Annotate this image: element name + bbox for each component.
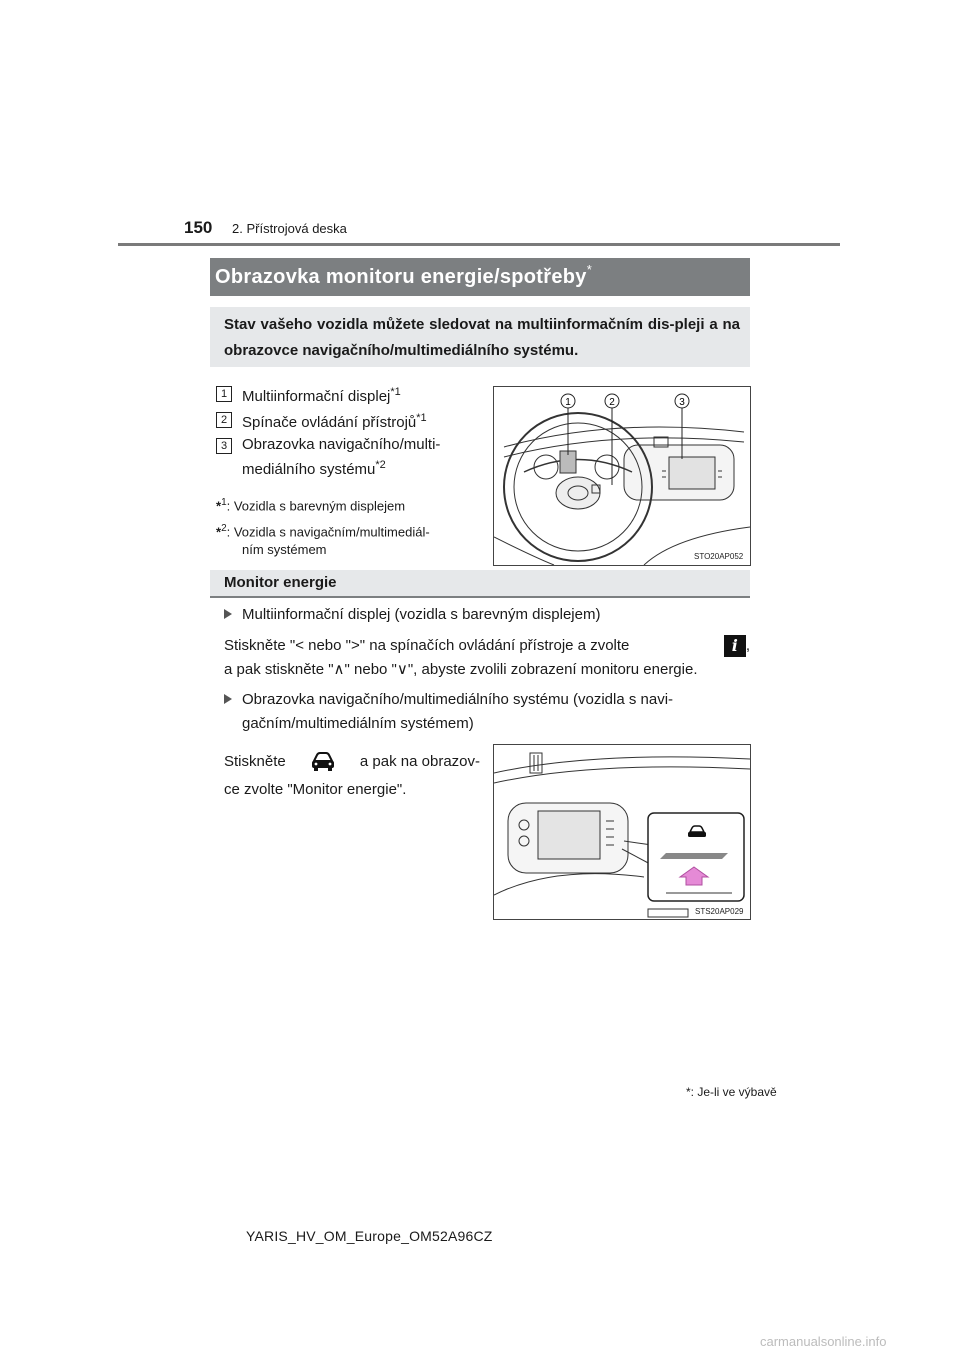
footnote-1-sup: 1 — [221, 497, 227, 508]
intro-text: Stav vašeho vozidla můžete sledovat na multiinformačním dis-pleji a na obrazovce navigačního/multimediálního systému. — [224, 316, 740, 359]
footnote-2-mark: * — [216, 524, 222, 540]
paragraph-1-line1: Stiskněte "< nebo ">" na spínačích ovládání přístroje a zvolte — [224, 637, 630, 654]
bullet-2 — [224, 688, 750, 736]
chapter-title: 2. Přístrojová deska — [232, 221, 347, 236]
figure-2-code: STS20AP029 — [695, 907, 744, 916]
page-number: 150 — [184, 218, 213, 237]
multimedia-figure — [493, 744, 751, 920]
callout-2: 2 — [609, 397, 615, 408]
dashboard-figure — [493, 386, 751, 566]
footnote-2-line1: : Vozidla s navigačním/multimediál- — [226, 524, 430, 540]
paragraph-1 — [224, 634, 750, 682]
multimedia-illustration — [494, 745, 750, 919]
item-3-line1: Obrazovka navigačního/multi- — [242, 436, 441, 453]
footnote-1 — [216, 494, 405, 515]
car-icon — [310, 751, 336, 773]
item-number-3: 3 — [216, 438, 232, 454]
item-2 — [242, 408, 427, 433]
item-1-sup: *1 — [390, 386, 401, 398]
bullet-1-text: Multiinformační displej (vozidla s barevným displejem) — [242, 606, 601, 623]
item-1 — [242, 382, 401, 407]
availability-note: *: Je-li ve výbavě — [686, 1085, 777, 1099]
paragraph-1-comma: , — [745, 637, 750, 654]
footnote-2 — [216, 520, 476, 559]
paragraph-2-part2: a pak na obrazov- — [359, 753, 480, 770]
footnote-1-text: : Vozidla s barevným displejem — [226, 498, 406, 514]
item-1-text: Multiinformační displej — [242, 388, 391, 405]
watermark: carmanualsonline.info — [760, 1334, 887, 1349]
footnote-2-sup: 2 — [221, 523, 227, 534]
section-title-text: Obrazovka monitoru energie/spotřeby — [215, 266, 587, 288]
section-title — [215, 262, 593, 289]
item-number-1: 1 — [216, 386, 232, 402]
dashboard-illustration — [494, 387, 750, 565]
bullet-2-line1: Obrazovka navigačního/multimediálního systému (vozidla s navi- — [242, 691, 674, 708]
bullet-2-line2: gačním/multimediálním systémem) — [242, 715, 474, 732]
item-3-line2: mediálního systému — [242, 461, 376, 478]
bullet-triangle-icon — [224, 694, 232, 704]
item-number-2: 2 — [216, 412, 232, 428]
paragraph-2-part1: Stiskněte — [224, 753, 286, 770]
paragraph-1-line2: a pak stiskněte "∧" nebo "∨", abyste zvolili zobrazení monitoru energie. — [224, 661, 698, 678]
paragraph-2 — [224, 748, 480, 804]
footer-document-code: YARIS_HV_OM_Europe_OM52A96CZ — [246, 1228, 493, 1244]
title-asterisk: * — [586, 262, 593, 277]
footnote-1-mark: * — [216, 498, 222, 514]
header-rule — [118, 243, 840, 246]
callout-1: 1 — [565, 397, 571, 408]
figure-1-code: STO20AP052 — [694, 552, 744, 561]
bullet-1 — [224, 603, 600, 627]
subsection-title: Monitor energie — [224, 574, 337, 591]
item-3-sup: *2 — [375, 459, 386, 471]
bullet-triangle-icon — [224, 609, 232, 619]
item-2-sup: *1 — [416, 412, 427, 424]
footnote-2-line2: ním systémem — [242, 542, 327, 558]
paragraph-2-line2: ce zvolte "Monitor energie". — [224, 781, 407, 798]
item-3 — [242, 434, 440, 480]
item-2-text: Spínače ovládání přístrojů — [242, 414, 417, 431]
callout-3: 3 — [679, 397, 685, 408]
info-icon: i — [724, 635, 746, 657]
